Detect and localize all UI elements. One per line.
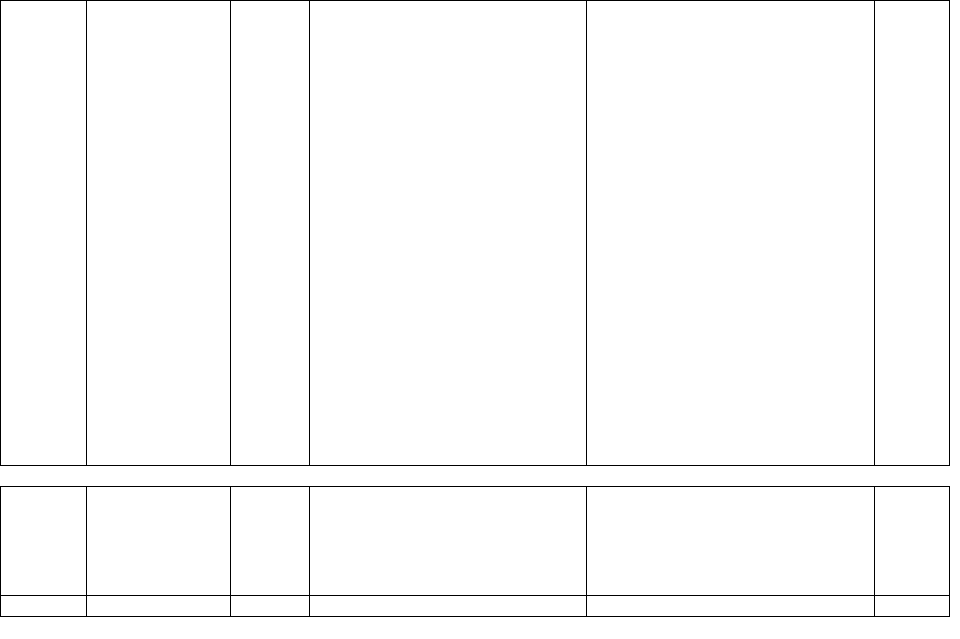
literature-cell xyxy=(87,1,231,466)
page-break-gap xyxy=(1,466,950,487)
standards-cell xyxy=(875,487,950,596)
requirements-basic-cell xyxy=(310,487,587,596)
terms-cell xyxy=(231,596,310,617)
literature-cell xyxy=(87,487,231,596)
literature-cell xyxy=(87,596,231,617)
requirements-extended-cell xyxy=(587,1,875,466)
terms-cell xyxy=(231,487,310,596)
table-row xyxy=(1,596,950,617)
terms-cell xyxy=(231,1,310,466)
gap-cell xyxy=(1,466,950,487)
topic-cell xyxy=(1,1,87,466)
table-row xyxy=(1,487,950,596)
requirements-extended-cell xyxy=(587,487,875,596)
requirements-extended-cell xyxy=(587,596,875,617)
table-row xyxy=(1,1,950,466)
standards-cell xyxy=(875,1,950,466)
standards-cell xyxy=(875,596,950,617)
requirements-basic-cell xyxy=(310,1,587,466)
topic-cell xyxy=(1,596,87,617)
requirements-basic-cell xyxy=(310,596,587,617)
topic-cell xyxy=(1,487,87,596)
